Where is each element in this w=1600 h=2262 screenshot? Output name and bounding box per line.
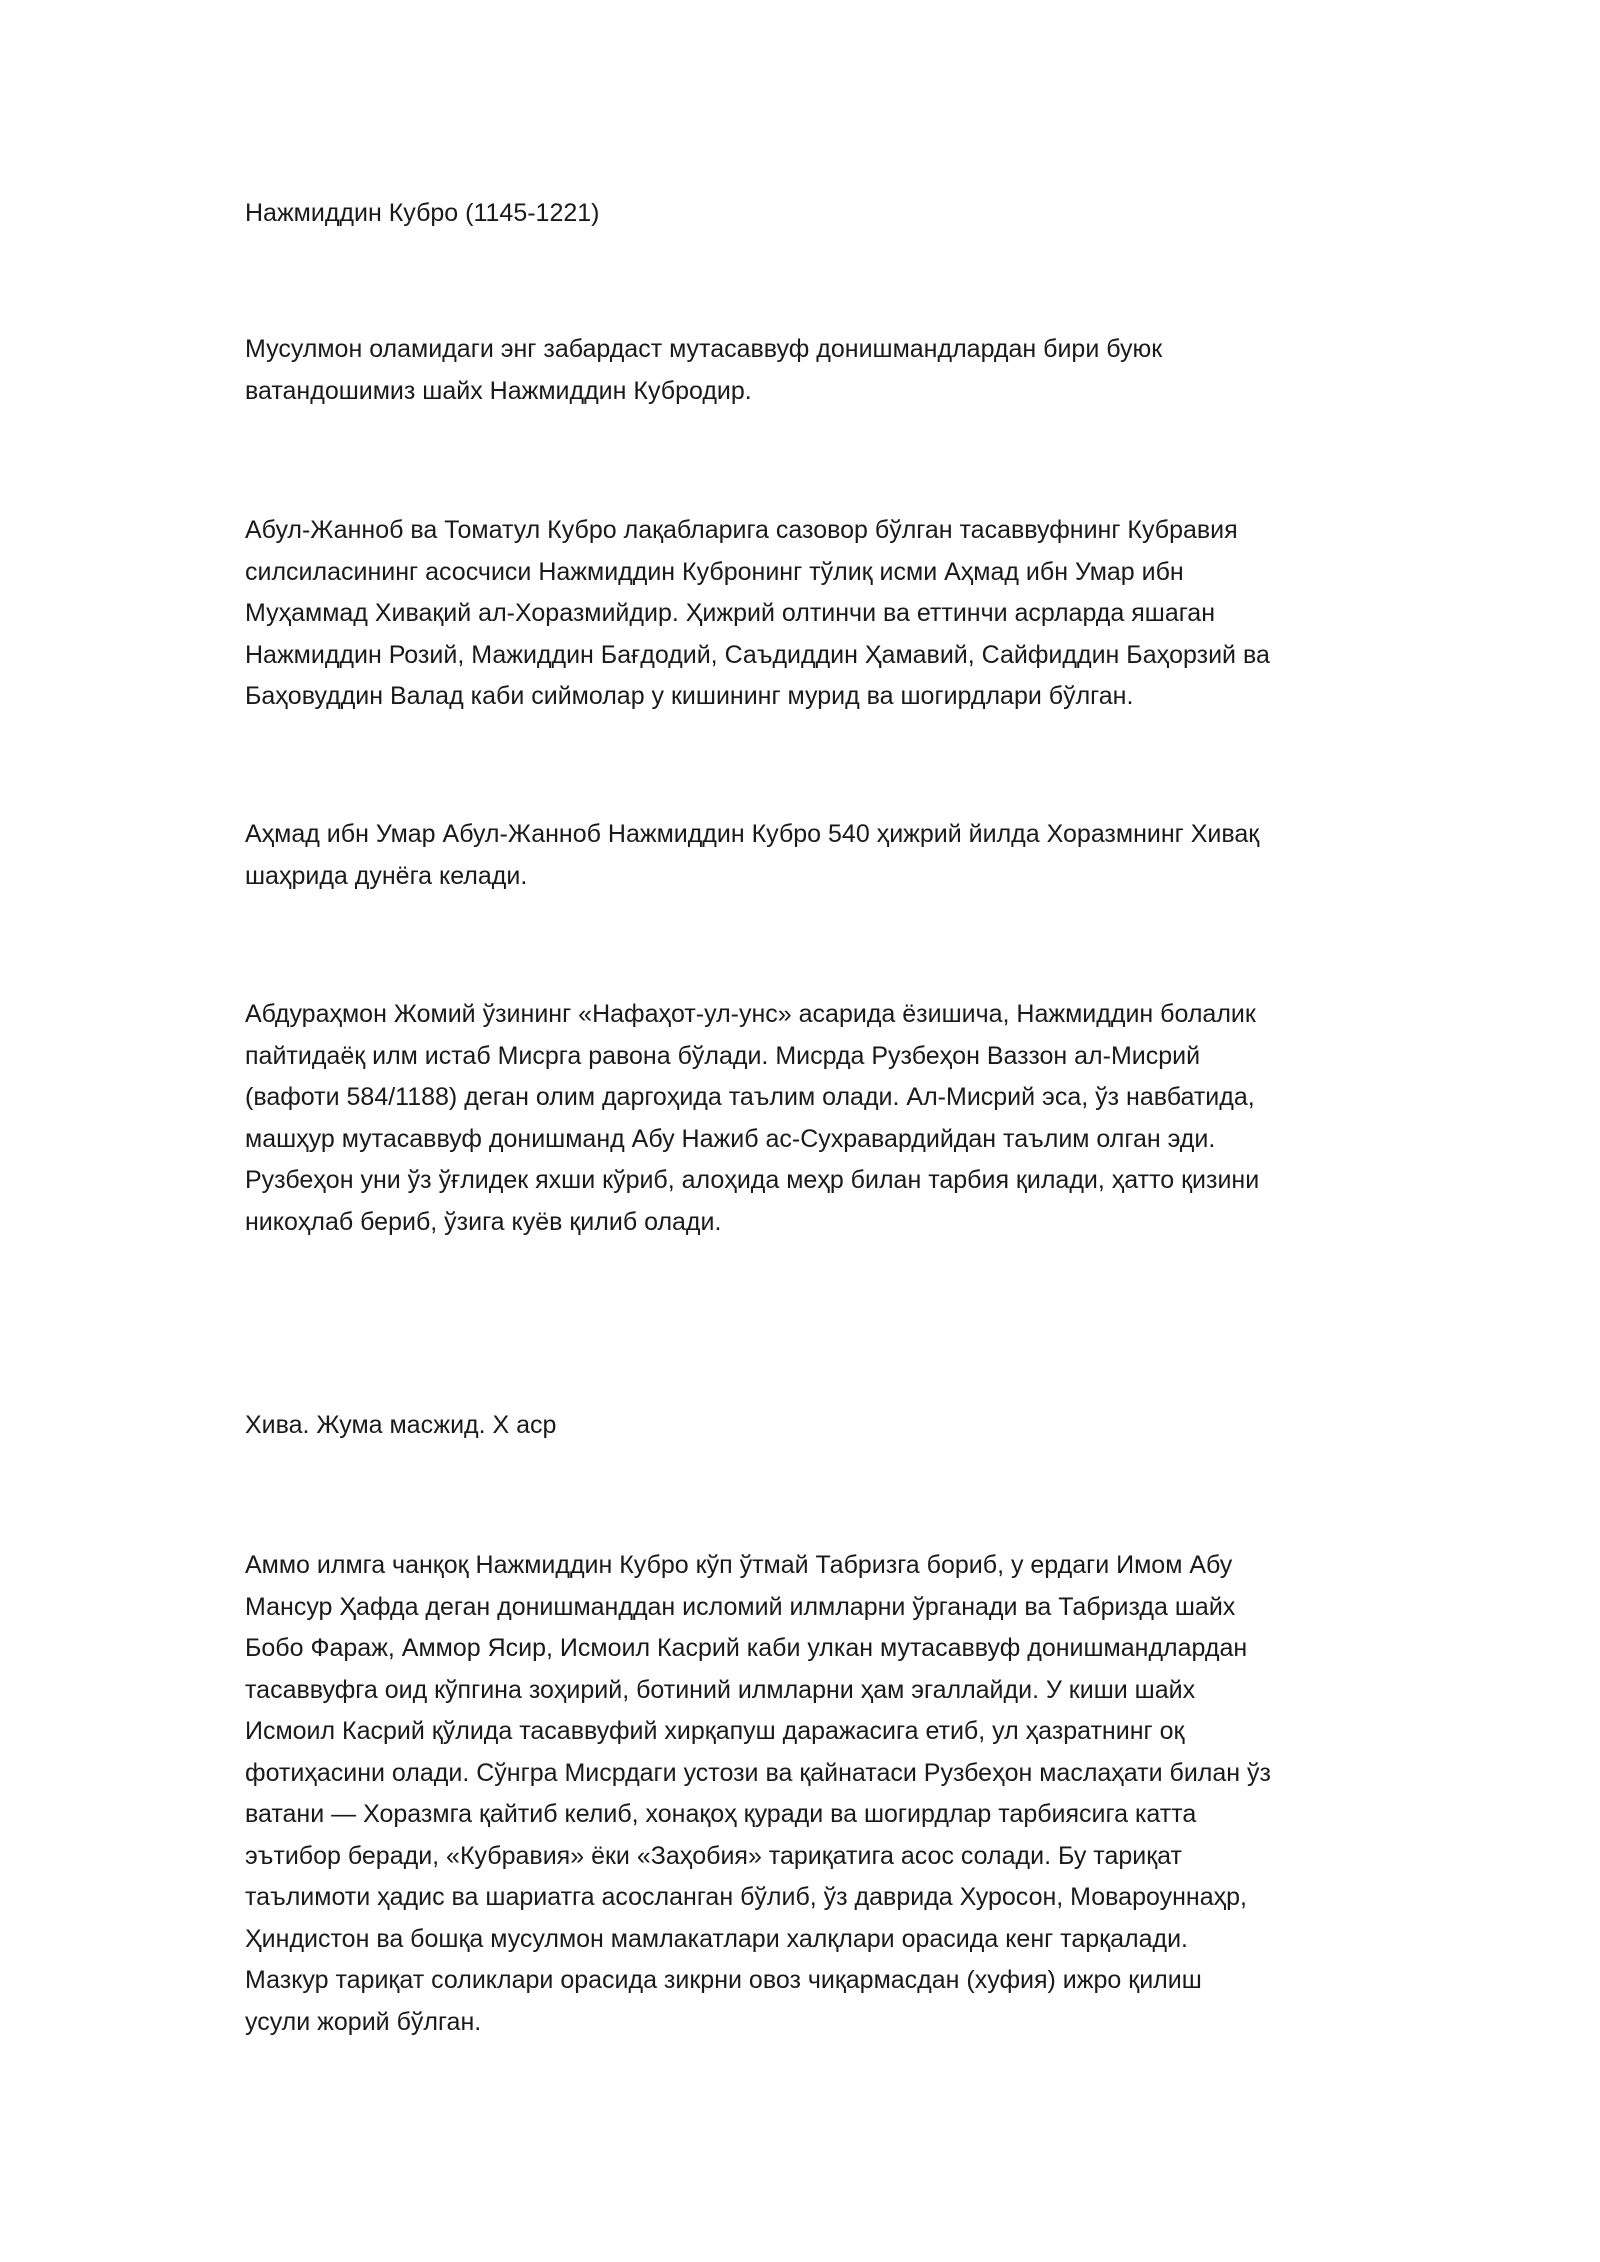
- paragraph-birth: [245, 814, 1370, 897]
- paragraph-line: усули жорий бўлган.: [245, 2007, 482, 2036]
- paragraph-line: Нажмиддин Розий, Мажиддин Бағдодий, Саъдиддин Ҳамавий, Сайфиддин Баҳорзий ва: [245, 640, 1270, 669]
- paragraph-line: Абул-Жанноб ва Томатул Кубро лақабларига сазовор бўлган тасаввуфнинг Кубравия: [245, 516, 1238, 544]
- paragraph-line: Аммо илмга чанқоқ Нажмиддин Кубро кўп ўтмай Табризга бориб, у ердаги Имом Абу: [245, 1551, 1233, 1579]
- paragraph-line: Абдураҳмон Жомий ўзининг «Нафаҳот-ул-унс» асарида ёзишича, Нажмиддин болалик: [245, 1000, 1256, 1028]
- paragraph-line: фотиҳасини олади. Сўнгра Мисрдаги устози ва қайнатаси Рузбеҳон маслаҳати билан ўз: [245, 1758, 1272, 1787]
- paragraph-intro: [245, 329, 1370, 412]
- title-line: Нажмиддин Кубро (1145-1221): [245, 199, 600, 227]
- paragraph-line: силсиласининг асосчиси Нажмиддин Кубронинг тўлиқ исми Аҳмад ибн Умар ибн: [245, 557, 1184, 586]
- paragraph-names: [245, 510, 1370, 718]
- paragraph-line: Мусулмон оламидаги энг забардаст мутасаввуф донишмандлардан бири буюк: [245, 335, 1163, 363]
- paragraph-line: пайтидаёқ илм истаб Мисрга равона бўлади. Мисрда Рузбеҳон Ваззон ал-Мисрий: [245, 1041, 1201, 1070]
- paragraph-tariqa: [245, 1545, 1370, 2043]
- paragraph-line: Баҳовуддин Валад каби сиймолар у кишининг мурид ва шогирдлари бўлган.: [245, 682, 1134, 710]
- paragraph-line: (вафоти 584/1188) деган олим даргоҳида таълим олади. Ал-Мисрий эса, ўз навбатида,: [245, 1083, 1255, 1111]
- paragraph-line: ватандошимиз шайх Нажмиддин Кубродир.: [245, 376, 752, 405]
- paragraph-line: Исмоил Касрий қўлида тасаввуфий хирқапуш даражасига етиб, ул ҳазратнинг оқ: [245, 1717, 1185, 1745]
- paragraph-line: Ҳиндистон ва бошқа мусулмон мамлакатлари халқлари орасида кенг тарқалади.: [245, 1924, 1188, 1953]
- paragraph-line: машҳур мутасаввуф донишманд Абу Нажиб ас-Сухравардийдан таълим олган эди.: [245, 1124, 1216, 1153]
- paragraph-line: тасаввуфга оид кўпгина зоҳирий, ботиний илмларни ҳам эгаллайди. У киши шайх: [245, 1675, 1196, 1704]
- paragraph-line: Рузбеҳон уни ўз ўғлидек яхши кўриб, алоҳида меҳр билан тарбия қилади, ҳатто қизини: [245, 1166, 1260, 1194]
- paragraph-line: Мансур Ҳафда деган донишманддан исломий илмларни ўрганади ва Табризда шайх: [245, 1592, 1236, 1621]
- image-caption: [245, 1405, 1370, 1447]
- paragraph-line: Мазкур тариқат соликлари орасида зикрни овоз чиқармасдан (хуфия) ижро қилиш: [245, 1966, 1202, 1994]
- paragraph-line: Бобо Фараж, Аммор Ясир, Исмоил Касрий каби улкан мутасаввуф донишмандлардан: [245, 1634, 1248, 1662]
- paragraph-education: [245, 994, 1370, 1243]
- paragraph-line: никоҳлаб бериб, ўзига куёв қилиб олади.: [245, 1207, 722, 1236]
- paragraph-line: ватани — Хоразмга қайтиб келиб, хонақоҳ қуради ва шогирдлар тарбиясига катта: [245, 1800, 1197, 1828]
- caption-line: Хива. Жума масжид. Х аср: [245, 1411, 557, 1439]
- document-title: [245, 193, 1370, 235]
- paragraph-line: Аҳмад ибн Умар Абул-Жанноб Нажмиддин Кубро 540 ҳижрий йилда Хоразмнинг Хивақ: [245, 820, 1260, 848]
- paragraph-line: таълимоти ҳадис ва шариатга асосланган бўлиб, ўз даврида Хуросон, Мовароуннаҳр,: [245, 1883, 1247, 1911]
- paragraph-line: шаҳрида дунёга келади.: [245, 861, 528, 890]
- paragraph-line: эътибор беради, «Кубравия» ёки «Заҳобия» тариқатига асос солади. Бу тариқат: [245, 1841, 1182, 1870]
- paragraph-line: Муҳаммад Хивақий ал-Хоразмийдир. Ҳижрий олтинчи ва еттинчи асрларда яшаган: [245, 599, 1216, 627]
